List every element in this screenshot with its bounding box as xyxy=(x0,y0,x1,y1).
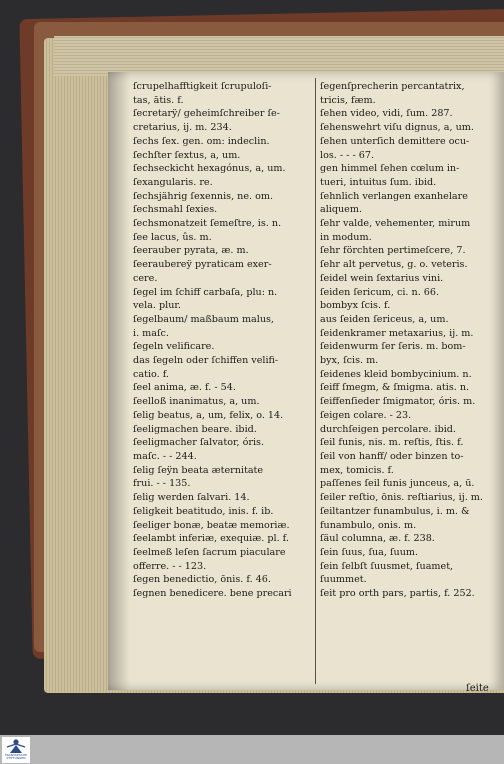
dictionary-entry-line: ſeiff ſmegm, & ſmigma. atis. n. xyxy=(320,382,470,394)
dictionary-entry-line: ſuummet. xyxy=(320,574,367,586)
dictionary-entry-line: ſechseckicht hexagónus, a, um. xyxy=(133,163,286,175)
dictionary-entry-line: ſeeligmachen beare. ibid. xyxy=(133,423,257,435)
dictionary-entry-line: ſeerauber pyrata, æ. m. xyxy=(133,245,249,257)
dictionary-entry-line: ſehr alt pervetus, g. o. veteris. xyxy=(320,259,468,271)
page-gutter-shadow xyxy=(108,72,130,690)
dictionary-entry-line: ſehr förchten pertimeſcere, 7. xyxy=(320,245,466,257)
dictionary-entry-line: byx, ſcis. m. xyxy=(320,355,379,367)
dictionary-entry-line: in modum. xyxy=(320,231,372,243)
dictionary-entry-line: offerre. - - 123. xyxy=(133,560,207,572)
dictionary-entry-line: frui. - - 135. xyxy=(133,478,191,490)
dictionary-entry-line: ſeiltantzer funambulus, i. m. & xyxy=(320,505,470,517)
dictionary-entry-line: ſeiden ſericum, ci. n. 66. xyxy=(320,286,440,298)
dictionary-entry-line: ſeelmeß leſen ſacrum piaculare xyxy=(133,546,286,558)
dictionary-entry-line: ſehenswehrt viſu dignus, a, um. xyxy=(320,122,474,134)
dictionary-entry-line: ſelig beatus, a, um, felix, o. 14. xyxy=(133,409,284,421)
dictionary-entry-line: ſeidel wein ſextarius vini. xyxy=(320,272,444,284)
dictionary-entry-line: ſeeraubereÿ pyraticam exer- xyxy=(133,259,272,271)
dictionary-entry-line: ſehnlich verlangen exanhelare xyxy=(320,190,468,202)
dictionary-entry-line: tricis, fæm. xyxy=(320,94,376,106)
dictionary-entry-line: ſechsjährig ſexennis, ne. om. xyxy=(133,190,274,202)
dictionary-entry-line: ſeligkeit beatitudo, inis. f. ib. xyxy=(133,505,274,517)
dictionary-entry-line: tueri, intuitus ſum. ibid. xyxy=(320,176,437,188)
dictionary-entry-line: ſelig werden ſalvari. 14. xyxy=(133,492,250,504)
dictionary-entry-line: ſechsmahl ſexies. xyxy=(133,204,218,216)
dictionary-entry-line: ſechſter ſextus, a, um. xyxy=(133,149,241,161)
dictionary-entry-line: ſeeliger bonæ, beatæ memoriæ. xyxy=(133,519,290,531)
catchword: ſeite xyxy=(466,683,489,694)
dictionary-entry-line: ſeit pro orth pars, partis, f. 252. xyxy=(320,588,475,600)
dictionary-entry-line: ſegnen benedicere. bene precari xyxy=(133,588,292,600)
dictionary-entry-line: ſein ſuus, ſua, ſuum. xyxy=(320,546,419,558)
library-logo-text xyxy=(2,754,30,761)
dictionary-entry-line: ſeeligmacher ſalvator, óris. xyxy=(133,437,265,449)
dictionary-entry-line: maſc. - - 244. xyxy=(133,450,197,462)
dictionary-entry-line: ſein ſelbſt ſuusmet, ſuamet, xyxy=(320,560,454,572)
dictionary-entry-line: cere. xyxy=(133,272,158,284)
library-logo-line1: FRANCKESCHE xyxy=(4,753,28,757)
right-column xyxy=(320,80,502,601)
dictionary-entry-line: vela. plur. xyxy=(133,300,181,312)
dictionary-entry-line: ſehen unterſich demittere ocu- xyxy=(320,135,470,147)
dictionary-entry-line: cretarius, ij. m. 234. xyxy=(133,122,232,134)
viewer-footer-bar xyxy=(0,735,504,764)
dictionary-entry-line: ſegel im ſchiff carbaſa, plu: n. xyxy=(133,286,278,298)
dictionary-entry-line: mex, tomicis. f. xyxy=(320,464,394,476)
library-emblem-icon xyxy=(2,737,30,754)
dictionary-entry-line: ſeiler reſtio, ōnis. reſtiarius, ij. m. xyxy=(320,492,483,504)
dictionary-entry-line: ſexangularis. re. xyxy=(133,176,213,188)
dictionary-entry-line: ſechsmonatzeit ſemeſtre, is. n. xyxy=(133,218,282,230)
column-divider xyxy=(315,78,316,684)
dictionary-entry-line: ſegenſprecherin percantatrix, xyxy=(320,81,465,92)
dictionary-entry-line: ſeiffenſieder ſmigmator, óris. m. xyxy=(320,396,476,408)
dictionary-entry-line: ſegeln velificare. xyxy=(133,341,215,353)
dictionary-entry-line: gen himmel ſehen cœlum in- xyxy=(320,163,460,175)
dictionary-entry-line: ſeidenwurm ſer ſeris. m. bom- xyxy=(320,341,466,353)
dictionary-entry-line: paſſenes ſeil funis junceus, a, ū. xyxy=(320,478,475,490)
dictionary-entry-line: ſegelbaum/ maßbaum malus, xyxy=(133,313,274,325)
dictionary-entry-line: los. - - - 67. xyxy=(320,149,374,161)
left-column xyxy=(133,80,313,601)
dictionary-entry-line: ſeelambt inferiæ, exequiæ. pl. f. xyxy=(133,533,289,545)
dictionary-entry-line: ſehr valde, vehementer, mirum xyxy=(320,218,471,230)
dictionary-entry-line: ſäul columna, æ. f. 238. xyxy=(320,533,435,545)
dictionary-entry-line: ſelig ſeÿn beata æternitate xyxy=(133,464,264,476)
dictionary-entry-line: ſeil funis, nis. m. reſtis, ſtis. f. xyxy=(320,437,464,449)
dictionary-entry-line: bombyx ſcis. f. xyxy=(320,300,391,312)
dictionary-entry-line: ſechs ſex. gen. om: indeclin. xyxy=(133,135,270,147)
dictionary-entry-line: i. maſc. xyxy=(133,327,169,339)
dictionary-entry-line: ſeel anima, æ. f. - 54. xyxy=(133,382,236,394)
dictionary-entry-line: catio. f. xyxy=(133,368,169,380)
dictionary-entry-line: ſeidenkramer metaxarius, ij. m. xyxy=(320,327,474,339)
dictionary-entry-line: ſehen video, vidi, ſum. 287. xyxy=(320,108,453,120)
dictionary-entry-line: ſeidenes kleid bombycinium. n. xyxy=(320,368,472,380)
dictionary-entry-line: ſeil von hanff/ oder binzen to- xyxy=(320,450,464,462)
dictionary-entry-line: aus ſeiden ſericeus, a, um. xyxy=(320,313,449,325)
dictionary-entry-line: ſeelloß inanimatus, a, um. xyxy=(133,396,260,408)
dictionary-entry-line: funambulo, onis. m. xyxy=(320,519,417,531)
dictionary-entry-line: tas, ātis. f. xyxy=(133,94,184,106)
dictionary-entry-line: ſecretarÿ/ geheimſchreiber ſe- xyxy=(133,108,280,120)
dictionary-entry-line: aliquem. xyxy=(320,204,363,216)
dictionary-entry-line: ſeigen colare. - 23. xyxy=(320,409,412,421)
dictionary-entry-line: ſegen benedictio, ōnis. f. 46. xyxy=(133,574,271,586)
dictionary-entry-line: das ſegeln oder ſchiffen velifi- xyxy=(133,355,279,367)
dictionary-entry-line: ſee lacus, ûs. m. xyxy=(133,231,212,243)
dictionary-entry-line: durchſeigen percolare. ibid. xyxy=(320,423,456,435)
dictionary-entry-line: ſcrupelhafftigkeit ſcrupuloſi- xyxy=(133,81,272,92)
page-top-edges xyxy=(54,36,504,76)
library-logo-line2: STIFTUNGEN xyxy=(6,756,26,761)
